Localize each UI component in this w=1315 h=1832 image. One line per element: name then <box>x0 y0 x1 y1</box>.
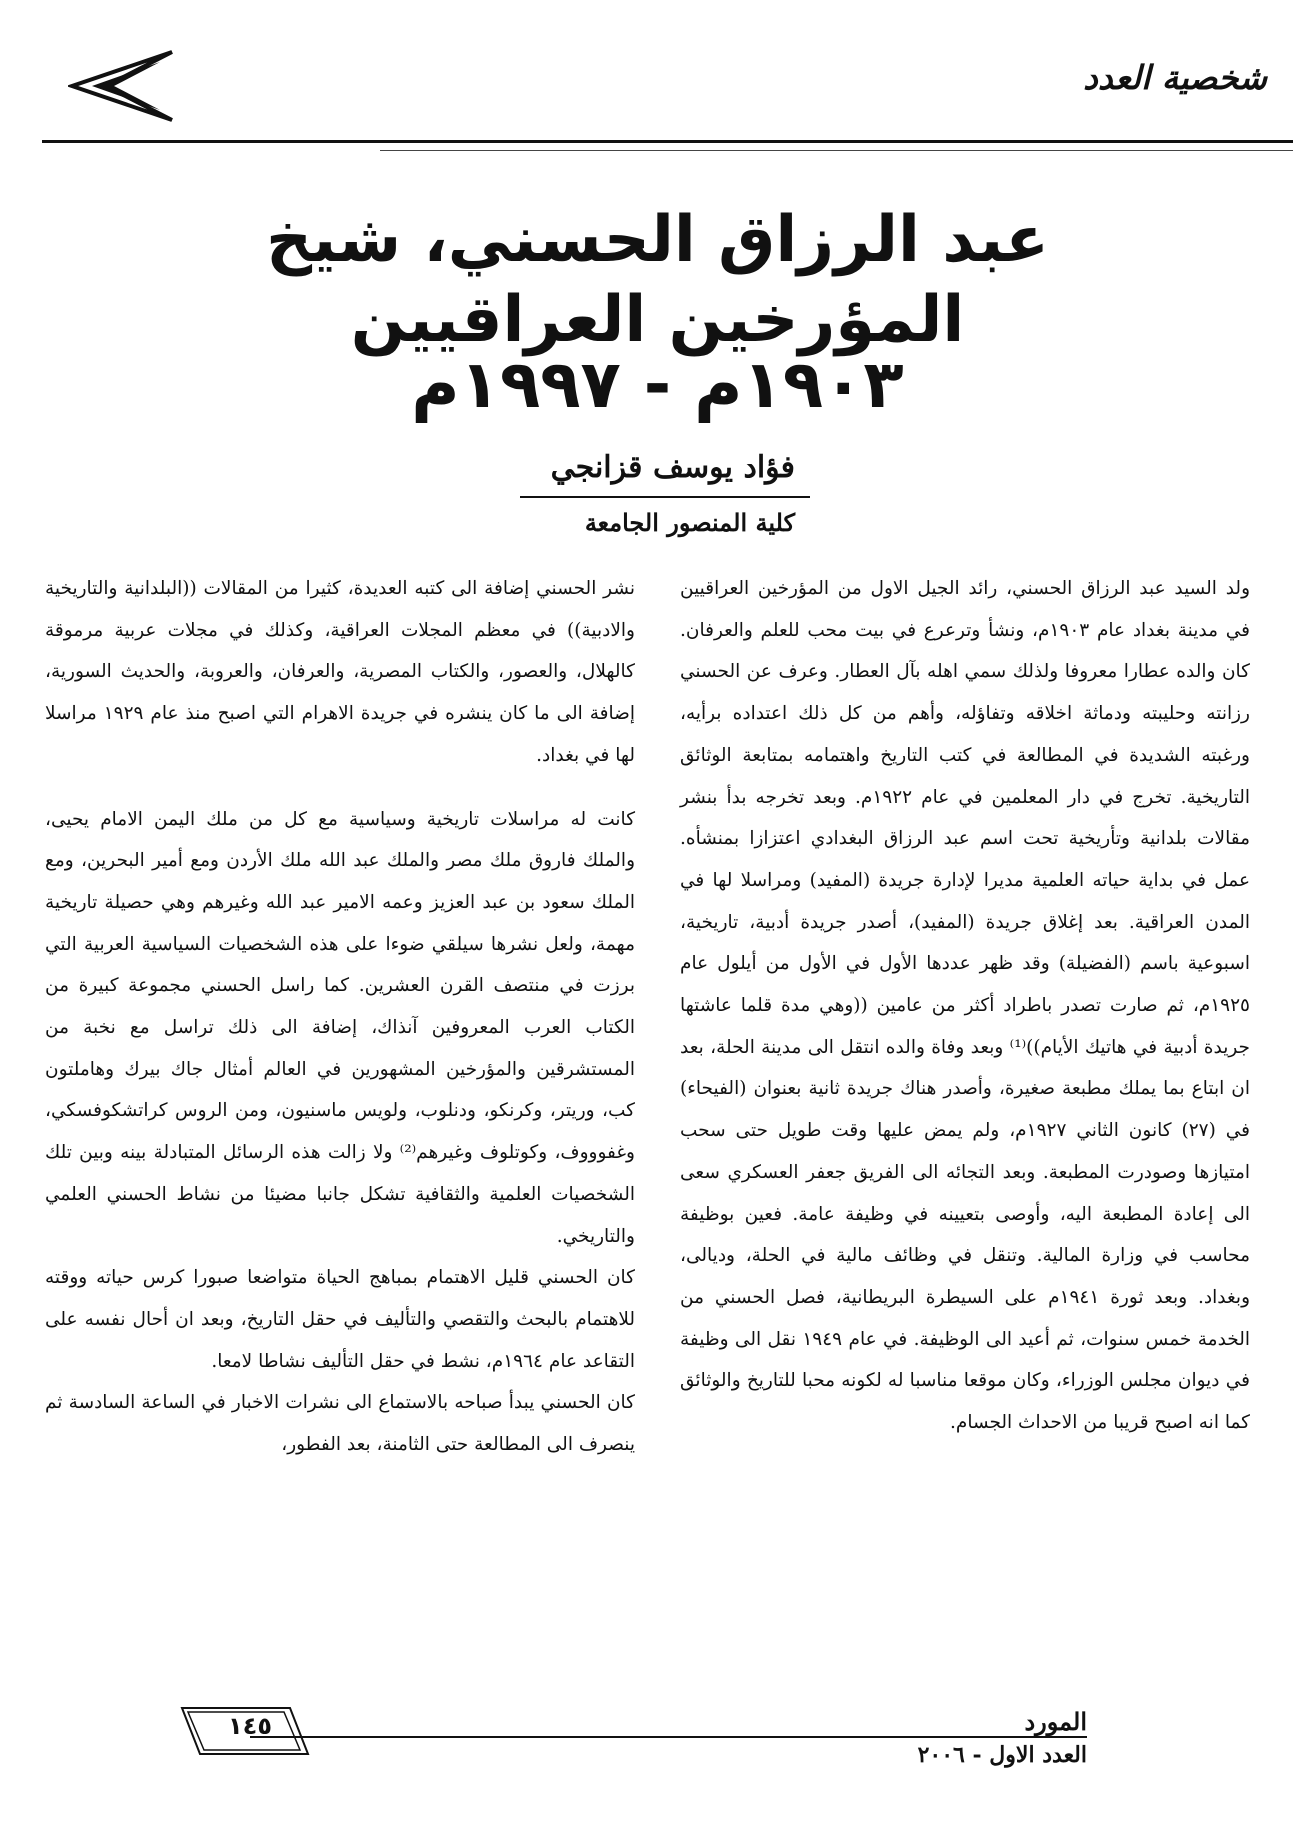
article-dates: ١٩٠٣م - ١٩٩٧م <box>411 346 904 423</box>
author-rule <box>520 496 810 498</box>
section-label: شخصية العدد <box>1083 58 1267 97</box>
journal-name: المورد <box>1024 1707 1087 1736</box>
paragraph: كان الحسني يبدأ صباحه بالاستماع الى نشرات الاخبار في الساعة السادسة ثم ينصرف الى المطالعة حتى الثامنة، بعد الفطور، <box>45 1392 635 1456</box>
paragraph: نشر الحسني إضافة الى كتبه العديدة، كثيرا من المقالات ((البلدانية والتاريخية والادبية)) في معظم المجلات العراقية، وكذلك في مجلات عربية مرموقة كالهلال، والعصور، والكتاب المصرية، والعرفان، والعروبة، والحديث السورية، إضافة الى ما كان ينشره في جريدة الاهرام التي اصبح منذ عام ١٩٢٩ مراسلا لها في بغداد. <box>45 578 635 766</box>
text-column-left <box>45 568 635 1466</box>
issue-info: العدد الاول - ٢٠٠٦ <box>917 1742 1087 1768</box>
paragraph: كان الحسني قليل الاهتمام بمباهج الحياة متواضعا صبورا كرس حياته ووقته للاهتمام بالبحث والتقصي والتأليف في حقل التاريخ، وبعد ان أحال نفسه على التقاعد عام ١٩٦٤م، نشط في حقل التأليف نشاطا لامعا. <box>45 1267 635 1372</box>
article-title: عبد الرزاق الحسني، شيخ المؤرخين العراقيين <box>265 203 1050 357</box>
header-rule <box>42 140 1293 143</box>
chevron-arrow-icon <box>68 48 176 124</box>
text-column-right <box>680 568 1250 1444</box>
author-affiliation: كلية المنصور الجامعة <box>584 508 795 537</box>
footer-rule <box>250 1736 1087 1738</box>
page-number: ١٤٥ <box>228 1712 272 1740</box>
author-name: فؤاد يوسف قزانجي <box>550 450 795 485</box>
paragraph: ولد السيد عبد الرزاق الحسني، رائد الجيل الاول من المؤرخين العراقيين في مدينة بغداد عام ١٩٠٣م، ونشأ وترعرع في بيت محب للعلم والعرفان. كان والده عطارا معروفا ولذلك سمي اهله بآل العطار. وعرف عن الحسني رزانته وحليبته ودماثة اخلاقه وتفاؤله، وأهم من كل ذلك اعتداده برأيه، ورغبته الشديدة في المطالعة في كتب التاريخ واهتمامه بمتابعة الوثائق التاريخية. تخرج في دار المعلمين في عام ١٩٢٢م. وبعد تخرجه بدأ بنشر مقالات بلدانية وتأريخية تحت اسم عبد الرزاق البغدادي اعتزازا بمنشأه. عمل في بداية حياته العلمية مديرا لإدارة جريدة (المفيد) ومراسلا لها في المدن العراقية. بعد إغلاق جريدة (المفيد)، أصدر جريدة أدبية، تاريخية، اسبوعية باسم (الفضيلة) وقد ظهر عددها الأول في الأول من أيلول عام ١٩٢٥م، ثم صارت تصدر باطراد أكثر من عامين ((وهي مدة قلما عاشتها جريدة أدبية في هاتيك الأيام))⁽¹⁾ وبعد وفاة والده انتقل الى مدينة الحلة، بعد ان ابتاع بما يملك مطبعة صغيرة، وأصدر هناك جريدة ثانية بعنوان (الفيحاء) في (٢٧) كانون الثاني ١٩٢٧م، ولم يمض عليها وقت طويل حتى سحب امتيازها وصودرت المطبعة. وبعد التجائه الى الفريق جعفر العسكري سعى الى إعادة المطبعة اليه، وأوصى بتعيينه في وظيفة عامة. فعين بوظيفة محاسب في وزارة المالية. وتنقل في وظائف مالية في الحلة، وديالى، وبغداد. وبعد ثورة ١٩٤١م على السيطرة البريطانية، فصل الحسني من الخدمة خمس سنوات، ثم أعيد الى الوظيفة. في عام ١٩٤٩ نقل الى وظيفة في ديوان مجلس الوزراء، وكان موقعا مناسبا له لكونه محبا للتاريخ والوثائق كما انه اصبح قريبا من الاحداث الجسام. <box>680 578 1251 1434</box>
header-rule-thin <box>380 150 1293 151</box>
paragraph: كانت له مراسلات تاريخية وسياسية مع كل من ملك اليمن الامام يحيى، والملك فاروق ملك مصر والملك عبد الله ملك الأردن ومع أمير البحرين، ومع الملك سعود بن عبد العزيز وعمه الامير عبد الله وغيرهم وهي حصيلة تاريخية مهمة، ولعل نشرها سيلقي ضوءا على هذه الشخصيات السياسية العربية التي برزت في منتصف القرن العشرين. كما راسل الحسني مجموعة كبيرة من الكتاب العرب المعروفين آنذاك، إضافة الى ذلك تراسل مع نخبة من المستشرقين والمؤرخين المشهورين في العالم أمثال جاك بيرك وهاملتون كب، وريتر، وكرنكو، ودنلوب، ولويس ماسنيون، ومن الروس كراتشكوفسكي، وغفوووف، وكوتلوف وغيرهم⁽²⁾ ولا زالت هذه الرسائل المتبادلة بينه وبين تلك الشخصيات العلمية والثقافية تشكل جانبا مضيئا من نشاط الحسني العلمي والتاريخي. <box>45 808 635 1247</box>
